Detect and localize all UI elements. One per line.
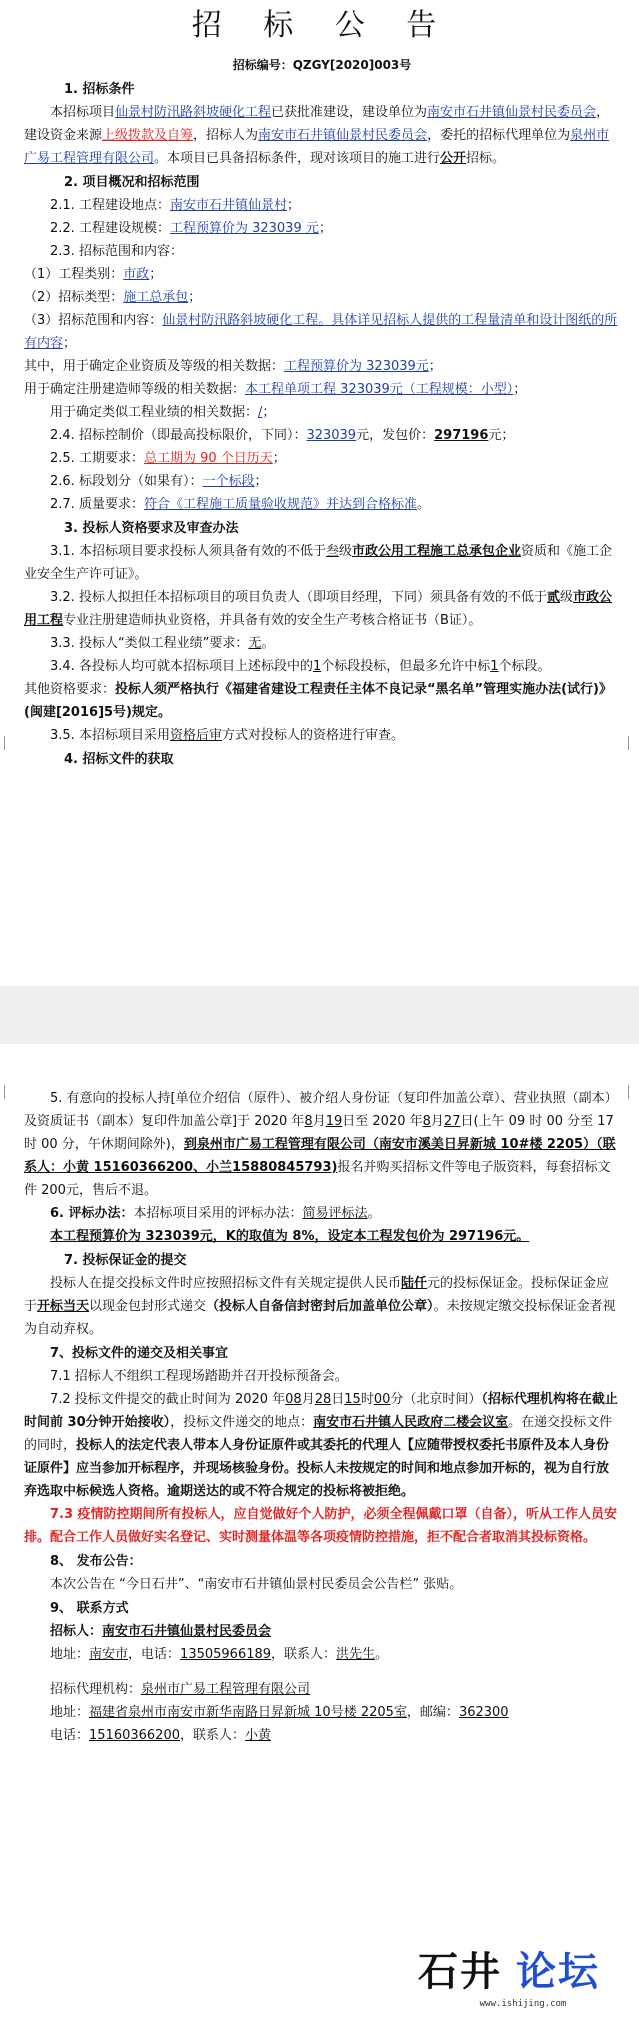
- page-corner-mark: [0, 736, 5, 750]
- quality-line: 2.7. 质量要求：符合《工程施工质量验收规范》并达到合格标准。: [50, 497, 430, 512]
- section-7-heading: 7. 投标保证金的提交: [64, 1253, 187, 1268]
- similar-data-line: 用于确定类似工程业绩的相关数据：/；: [50, 405, 276, 420]
- section-1-heading: 1. 招标条件: [64, 82, 135, 97]
- project-name: 仙景村防汛路斜坡硬化工程: [115, 105, 272, 120]
- fund-source: 上级拨款及自筹: [102, 128, 194, 143]
- logo-url: www.ishijing.com: [479, 1999, 567, 2009]
- submit-7-2: 7.2 投标文件提交的截止时间为 2020 年08月28日15时00分（北京时间）（招标代理机构将在截止时间前 30分钟开始接收），投标文件递交的地点：南安市石井镇人民政府二楼会议室。在递交投标文件的同时，投标人的法定代表人带本人身份证原件或其委托的代理人【应随带授权委托书原件及本人身份证原件】应当参加开标程序，并现场核验身份。投标人未按规定的时间和地点参加开标的，视为自行放弃选取中标候选人资格。逾期送达的或不符合规定的投标将被拒绝。: [24, 1392, 618, 1499]
- category-line: （1）工程类别：市政；: [24, 267, 163, 282]
- qual-3-1: 3.1. 本招标项目要求投标人须具备有效的不低于叁级市政公用工程施工总承包企业资质和《施工企业安全生产许可证》。: [24, 544, 613, 582]
- epidemic-notice: 7.3 疫情防控期间所有投标人，应自觉做好个人防护，必须全程佩戴口罩（自备），听从工作人员安排。配合工作人员做好实名登记、实时测量体温等各项疫情防控措施，拒不配合者取消其投标资格。: [24, 1507, 618, 1545]
- section-8-heading: 8、 发布公告：: [50, 1554, 142, 1569]
- agency-contact: 招标代理机构：泉州市广易工程管理有限公司: [50, 1682, 311, 1697]
- price-statement: 本工程预算价为 323039元，K的取值为 8%，设定本工程发包价为 297196元。: [50, 1229, 530, 1244]
- qual-3-5: 3.5. 本招标项目采用资格后审方式对投标人的资格进行审查。: [50, 728, 404, 743]
- qual-data-line: 其中，用于确定企业资质及等级的相关数据：工程预算价为 323039元；: [24, 359, 442, 374]
- agency-address: 地址：福建省泉州市南安市新华南路日昇新城 10号楼 2205室，邮编：362300: [50, 1705, 509, 1720]
- section-5-text: 5. 有意向的投标人持[单位介绍信（原件）、被介绍人身份证（复印件加盖公章）、营业执照（副本）及资质证书（副本）复印件加盖公章]于 2020 年8月19日至 2020 年8月27日(上午 09 时 00 分至 17 时 00 分，午休期间除外)，到泉州市广易工程管理有限公司（南安市溪美日昇新城 10#楼 2205）（联系人：小黄 15160366200、小兰15880845793)报名并购买招标文件等电子版资料，每套招标文件 200元，售后不退。: [24, 1091, 618, 1198]
- agency-phone: 电话：15160366200，联系人：小黄: [50, 1728, 272, 1743]
- tenderer-address: 地址：南安市，电话：13505966189，联系人：洪先生。: [50, 1647, 389, 1662]
- document-page-2: [0, 1085, 639, 2019]
- qual-3-3: 3.3. 投标人“类似工程业绩”要求：无。: [50, 636, 275, 651]
- type-line: （2）招标类型：施工总承包；: [24, 290, 202, 305]
- document-page-1: [0, 0, 639, 950]
- page-2-content: [24, 1087, 620, 1747]
- tenderer-contact: 招标人：南安市石井镇仙景村民委员会: [50, 1624, 272, 1639]
- section-3-heading: 3. 投标人资格要求及审查办法: [64, 521, 239, 536]
- tender-code: 招标编号：QZGY[2020]003号: [232, 58, 412, 72]
- forum-watermark-logo: [412, 1945, 634, 2017]
- control-price-line: 2.4. 招标控制价（即最高投标限价，下同）：323039元，发包价：297196元；: [50, 428, 515, 443]
- section-9-heading: 9、 联系方式: [50, 1601, 129, 1616]
- scale-line: 2.2. 工程建设规模：工程预算价为 323039 元；: [50, 221, 332, 236]
- section-6-heading: 6. 评标办法：本招标项目采用的评标办法：简易评标法。: [50, 1206, 381, 1221]
- tenderer-name: 南安市石井镇仙景村民委员会: [258, 128, 428, 143]
- builder-data-line: 用于确定注册建造师等级的相关数据：本工程单项工程 323039元（工程规模：小型）；: [24, 382, 527, 397]
- page-corner-mark: [628, 1085, 633, 1099]
- duration-line: 2.5. 工期要求：总工期为 90 个日历天；: [50, 451, 286, 466]
- builder-name: 南安市石井镇仙景村民委员会: [427, 105, 597, 120]
- signup-address: 到泉州市广易工程管理有限公司（南安市溪美日昇新城 10#楼 2205）（联系人：小黄 15160366200、小兰15880845793): [24, 1137, 616, 1175]
- section-1-text: 本招标项目仙景村防汛路斜坡硬化工程已获批准建设，建设单位为南安市石井镇仙景村民委员会，建设资金来源上级拨款及自筹，招标人为南安市石井镇仙景村民委员会，委托的招标代理单位为泉州市广易工程管理有限公司。本项目已具备招标条件，现对该项目的施工进行公开招标。: [24, 105, 610, 166]
- deposit-text: 投标人在提交投标文件时应按照招标文件有关规定提供人民币陆仟元的投标保证金。投标保证金应于开标当天以现金包封形式递交（投标人自备信封密封后加盖单位公章）。未按规定缴交投标保证金者视为自动弃权。: [24, 1276, 616, 1337]
- qual-3-4: 3.4. 各投标人均可就本招标项目上述标段中的1个标段投标，但最多允许中标1个标段。: [50, 659, 551, 674]
- logo-text-black: 石井: [418, 1949, 502, 1995]
- section-2-heading: 2. 项目概况和招标范围: [64, 175, 200, 190]
- section-4-heading: 4. 招标文件的获取: [64, 752, 174, 767]
- publish-text: 本次公告在 “今日石井”、“南安市石井镇仙景村民委员会公告栏” 张贴。: [50, 1577, 463, 1592]
- section-7b-heading: 7、投标文件的递交及相关事宜: [50, 1346, 229, 1361]
- agency-name: 泉州市广易工程管理有限公司: [24, 128, 610, 166]
- logo-text-blue: 论坛: [516, 1949, 600, 1995]
- qual-3-2: 3.2. 投标人拟担任本招标项目的项目负责人（即项目经理，下同）须具备有效的不低于贰级市政公用工程专业注册建造师执业资格，并具备有效的安全生产考核合格证书（B证）。: [24, 590, 612, 628]
- submit-7-1: 7.1 招标人不组织工程现场踏勘并召开投标预备会。: [50, 1369, 348, 1384]
- page-1-content: [24, 4, 620, 771]
- page-gap: [0, 950, 639, 1085]
- document-title: 招 标 公 告: [191, 8, 453, 43]
- scope-line: 2.3. 招标范围和内容：: [50, 244, 183, 259]
- page-corner-mark: [0, 1085, 5, 1099]
- page-corner-mark: [628, 736, 633, 750]
- content-line: （3）招标范围和内容：仙景村防汛路斜坡硬化工程。具体详见招标人提供的工程量清单和设计图纸的所有内容；: [24, 313, 618, 351]
- other-qual: 其他资格要求：投标人须严格执行《福建省建设工程责任主体不良记录“黑名单”管理实施办法(试行)》(闽建[2016]5号)规定。: [24, 682, 612, 720]
- lot-line: 2.6. 标段划分（如果有）：一个标段；: [50, 474, 268, 489]
- location-line: 2.1. 工程建设地点：南安市石井镇仙景村；: [50, 198, 300, 213]
